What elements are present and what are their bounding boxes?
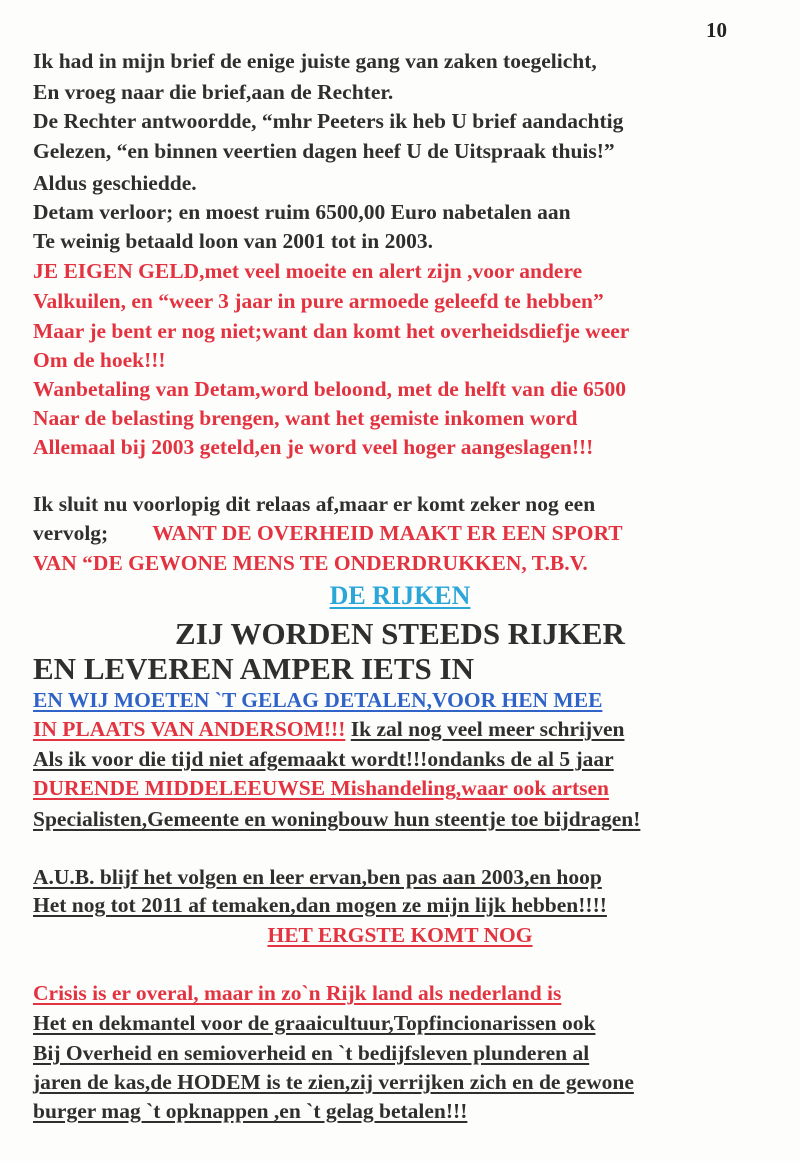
underlined-line: burger mag `t opknappen ,en `t gelag betalen!!! (33, 1099, 468, 1123)
text-line: Aldus geschiedde. (33, 171, 197, 195)
mixed-line: IN PLAATS VAN ANDERSOM!!! Ik zal nog veel meer schrijven (33, 717, 625, 741)
underlined-line: Bij Overheid en semioverheid en `t bedijfsleven plunderen al (33, 1041, 590, 1065)
underlined-line: Als ik voor die tijd niet afgemaakt wordt!!!ondanks de al 5 jaar (33, 747, 614, 771)
underlined-line: jaren de kas,de HODEM is te zien,zij verrijken zich en de gewone (33, 1070, 634, 1094)
text-line: Te weinig betaald loon van 2001 tot in 2003. (33, 229, 433, 253)
red-underlined-line: Crisis is er overal, maar in zo`n Rijk land als nederland is (33, 981, 562, 1005)
red-text-line: JE EIGEN GELD,met veel moeite en alert zijn ,voor andere (33, 259, 583, 283)
heading-en-leveren: EN LEVEREN AMPER IETS IN (33, 651, 474, 686)
heading-de-rijken: DE RIJKEN (329, 581, 471, 610)
text-line: vervolg; WANT DE OVERHEID MAAKT ER EEN SPORT (33, 521, 623, 545)
blue-underlined-line: EN WIJ MOETEN `T GELAG DETALEN,VOOR HEN MEE (33, 688, 603, 712)
red-text-line: Valkuilen, en “weer 3 jaar in pure armoede geleefd te hebben” (33, 289, 604, 313)
red-text-line: Wanbetaling van Detam,word beloond, met de helft van die 6500 (33, 377, 627, 401)
heading-zij-worden: ZIJ WORDEN STEEDS RIJKER (175, 616, 625, 651)
red-text-line: Allemaal bij 2003 geteld,en je word veel hoger aangeslagen!!! (33, 435, 594, 459)
underlined-line: Specialisten,Gemeente en woningbouw hun steentje toe bijdragen! (33, 807, 641, 831)
mixed-line: DURENDE MIDDELEEUWSE Mishandeling,waar ook artsen (33, 776, 610, 800)
text-line: Gelezen, “en binnen veertien dagen heef U de Uitspraak thuis!” (33, 139, 615, 163)
red-text-line: Naar de belasting brengen, want het gemiste inkomen word (33, 406, 578, 430)
text-line: Detam verloor; en moest ruim 6500,00 Euro nabetalen aan (33, 200, 571, 224)
page-number: 10 (706, 18, 727, 42)
text-line: Ik sluit nu voorlopig dit relaas af,maar er komt zeker nog een (33, 492, 596, 516)
text-line: Ik had in mijn brief de enige juiste gang van zaken toegelicht, (33, 49, 597, 73)
text-line: En vroeg naar die brief,aan de Rechter. (33, 80, 394, 104)
text-line: De Rechter antwoordde, “mhr Peeters ik heb U brief aandachtig (33, 109, 624, 133)
heading-het-ergste: HET ERGSTE KOMT NOG (267, 923, 533, 947)
red-text-line: VAN “DE GEWONE MENS TE ONDERDRUKKEN, T.B.V. (33, 551, 588, 575)
underlined-line: A.U.B. blijf het volgen en leer ervan,ben pas aan 2003,en hoop (33, 865, 602, 889)
red-text-line: Om de hoek!!! (33, 348, 166, 372)
underlined-line: Het en dekmantel voor de graaicultuur,Topfincionarissen ook (33, 1011, 596, 1035)
underlined-line: Het nog tot 2011 af temaken,dan mogen ze mijn lijk hebben!!!! (33, 893, 607, 917)
red-text-line: Maar je bent er nog niet;want dan komt het overheidsdiefje weer (33, 319, 630, 343)
